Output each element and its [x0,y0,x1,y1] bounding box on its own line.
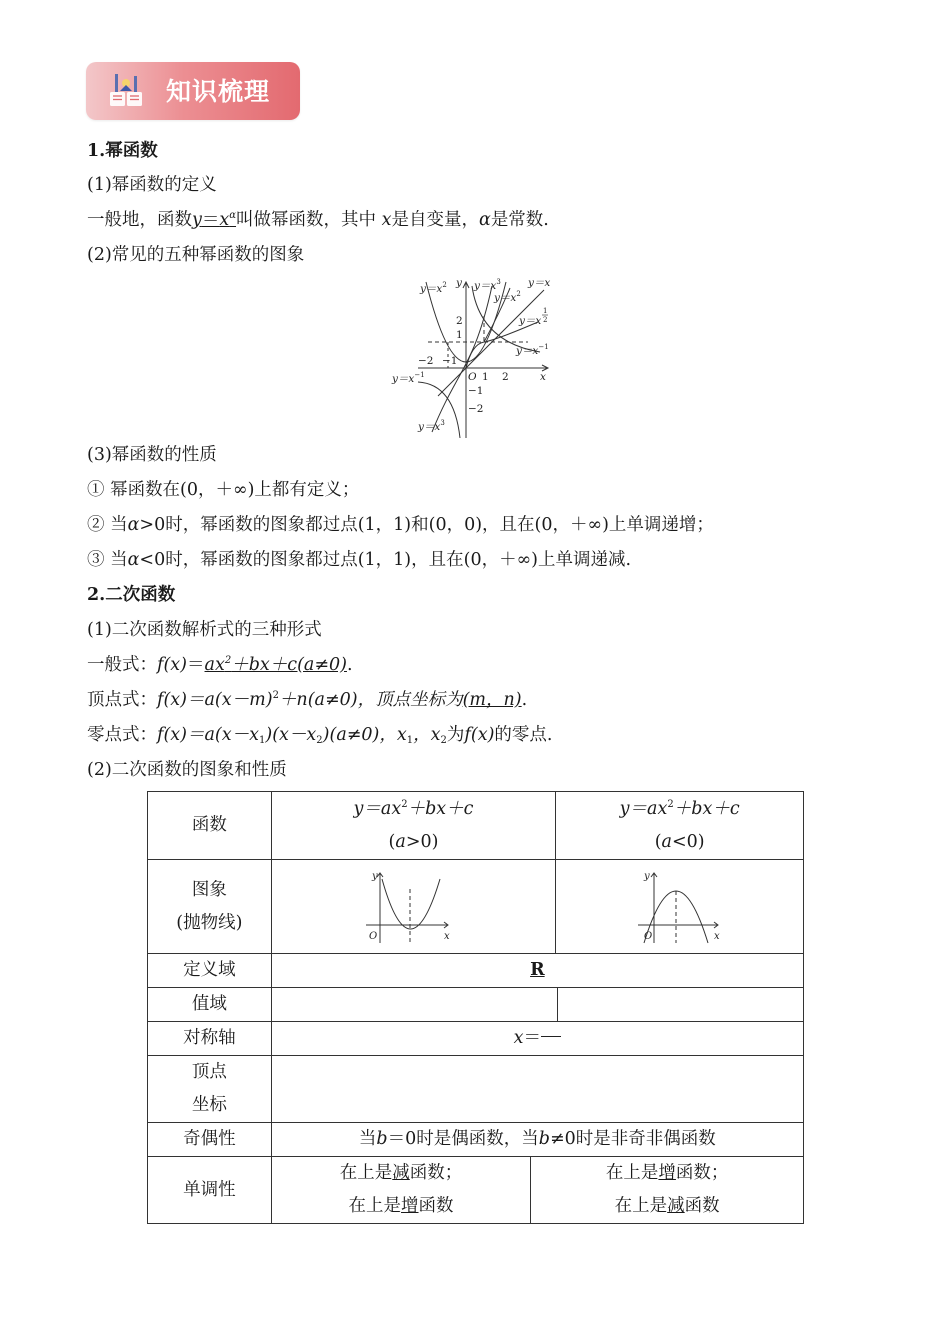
label-y-x: y＝x [528,277,551,289]
cell-function-a-positive: $y=ax^2+bx+c$ (a>0) [271,792,556,860]
power-functions-graph [388,272,560,440]
cell-range-pos [271,988,803,1022]
cell-function-a-negative: $y=ax^2+bx+c$ (a<0) [556,792,804,860]
tick-y-2: 2 [456,315,463,327]
cell-parity: 当b＝0时是偶函数，当b≠0时是非奇非偶函数 [271,1123,803,1157]
tick-y-neg1: −1 [468,385,484,397]
label-y-x3-bottom: $y=x^3$ [418,419,445,433]
subheading-definition: (1)幂函数的定义 [87,175,217,195]
table-row [148,954,804,988]
svg-text:y: y [371,870,378,882]
header-parity: 奇偶性 [148,1123,272,1157]
table-row [148,988,804,1022]
subheading-graphs: (2)常见的五种幂函数的图象 [87,245,305,265]
svg-text:x: x [713,930,720,942]
label-y-x3: $y=x^3$ [474,278,501,292]
svg-text:O: O [643,930,652,942]
label-y-x-inv: $y=x^{-1}$ [516,343,549,357]
property-2: ② 当α>0时，幂函数的图象都过点(1，1)和(0，0)，且在(0，＋∞)上单调递增； [87,515,714,535]
section-heading-quadratic: 2.二次函数 [87,585,176,605]
cell-symmetry-axis: x＝ [271,1022,803,1056]
header-graph: 图象 (抛物线) [148,860,272,954]
label-y-x-half: y＝x [519,315,542,327]
tick-x-1: 1 [482,371,489,383]
header-vertex: 顶点 坐标 [148,1056,272,1123]
header-symmetry-axis: 对称轴 [148,1022,272,1056]
tick-x-neg2: −2 [418,355,434,367]
property-1: ① 幂函数在(0，＋∞)上都有定义； [87,480,360,500]
header-monotonicity: 单调性 [148,1157,272,1224]
tick-y-neg2: −2 [468,403,484,415]
label-y-x2-right: $y=x^2$ [494,290,521,304]
table-row [148,1123,804,1157]
svg-text:O: O [368,930,377,942]
table-row [148,1157,804,1224]
cell-graph-upward-parabola [271,860,556,954]
banner-title: 知识梳理 [166,77,271,106]
label-y-x2: $y=x^2$ [420,281,447,295]
upward-parabola-graph [364,867,464,947]
label-half-num: 1 [543,307,548,315]
subheading-table: (2)二次函数的图象和性质 [87,760,287,780]
quadratic-properties-table [147,791,804,1224]
svg-text:x: x [443,930,450,942]
table-row [148,1056,804,1123]
cell-vertex [271,1056,803,1123]
table-row [148,860,804,954]
open-book-icon [106,70,146,110]
table-row [148,792,804,860]
axis-x-label: x [540,371,546,383]
label-half-den: 2 [543,316,548,324]
section-heading-power-function: 1.幂函数 [87,141,158,161]
zero-form: 零点式：$f(x)=a(x-x_1)(x-x_2)(a\ne 0)$，$x_1$，$x_2$为f(x)的零点. [87,725,553,746]
tick-y-1: 1 [456,329,463,341]
origin-label: O [468,371,477,383]
tick-x-2: 2 [502,371,509,383]
header-function: 函数 [148,792,272,860]
subheading-forms: (1)二次函数解析式的三种形式 [87,620,322,640]
section-banner [86,62,300,120]
label-y-x-inv-left: $y=x^{-1}$ [392,371,425,385]
cell-graph-downward-parabola [556,860,804,954]
svg-text:y: y [643,870,650,882]
axis-y-label: y [456,277,462,289]
cell-monotonicity-neg: 在上是增函数； 在上是减函数 [531,1157,804,1224]
header-domain: 定义域 [148,954,272,988]
subheading-properties: (3)幂函数的性质 [87,445,217,465]
property-3: ③ 当α<0时，幂函数的图象都过点(1，1)，且在(0，＋∞)上单调递减. [87,550,632,570]
definition-text: 一般地，函数$y=x^\alpha$叫做幂函数，其中 x是自变量，α是常数. [87,210,549,230]
header-range: 值域 [148,988,272,1022]
cell-domain: R [271,954,803,988]
cell-monotonicity-pos: 在上是减函数； 在上是增函数 [271,1157,531,1224]
table-row [148,1022,804,1056]
tick-x-neg1: −1 [442,355,458,367]
vertex-form: 顶点式：$f(x)=a(x-m)^2+n(a\ne 0)$，顶点坐标为(m，n). [87,690,528,710]
downward-parabola-graph [630,867,730,947]
general-form: 一般式：$f(x)=ax^2+bx+c(a\ne 0)$. [87,655,353,675]
